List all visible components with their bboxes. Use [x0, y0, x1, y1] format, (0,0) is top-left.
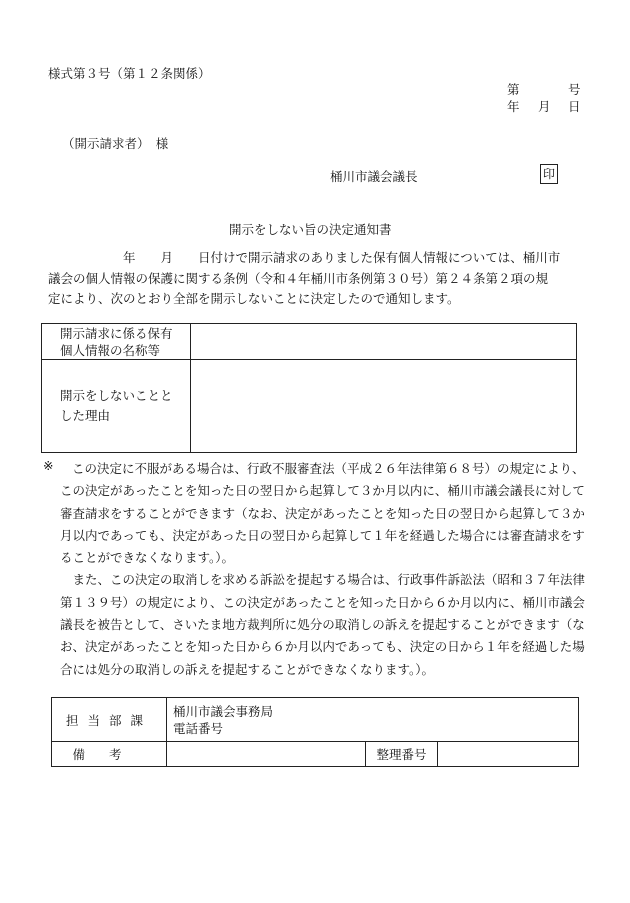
reason-label-cell: [42, 360, 191, 453]
note-line: この決定に不服がある場合は、行政不服審査法（平成２６年法律第６８号）の規定により、: [72, 461, 585, 476]
reason-label: した理由: [60, 408, 111, 423]
ref-number-value-cell: [438, 742, 579, 767]
dept-label-cell: [52, 698, 167, 742]
date-month: 月: [538, 99, 551, 114]
document-number-prefix: 第: [507, 82, 520, 97]
note-line: 合には処分の取消しの訴えを提起することができなくなります。）。: [60, 661, 435, 677]
intro-line: 定により、次のとおり全部を開示しないことに決定したので通知します。: [48, 291, 460, 306]
reason-label: 開示をしないことと: [60, 388, 173, 403]
note-line: ることができなくなります。）。: [60, 550, 235, 566]
form-number: 様式第３号（第１２条関係）: [48, 66, 211, 81]
name-label: 個人情報の名称等: [60, 342, 161, 358]
note-line: 審査請求をすることができます（なお、決定があったことを知った日の翌日から起算して３か: [60, 505, 585, 521]
reason-value-cell: [191, 360, 577, 453]
dept-name: 桶川市議会事務局: [173, 703, 274, 719]
dept-value-cell: [167, 698, 579, 742]
document-title: 開示をしない旨の決定通知書: [229, 222, 392, 237]
date-year: 年: [507, 99, 520, 114]
note-line: また、この決定の取消しを求める訴訟を提起する場合は、行政事件訴訟法（昭和３７年法律: [60, 572, 586, 588]
remarks-value-cell: [167, 742, 366, 767]
intro-line: 年 月 日付けで開示請求のありました保有個人情報については、桶川市: [98, 250, 561, 265]
name-label-cell: [42, 324, 191, 360]
note-mark: ※: [43, 458, 54, 473]
note-line: お、決定があったことを知った日から６か月以内であっても、決定の日から１年を経過した場: [60, 639, 585, 655]
sender: 桶川市議会議長: [330, 169, 418, 184]
seal-mark: 印: [540, 164, 558, 184]
note-line: 第１３９号）の規定により、この決定があったことを知った日から６か月以内に、桶川市議会: [60, 594, 585, 610]
ref-number-label-cell: [366, 742, 438, 767]
note-line: この決定があったことを知った日の翌日から起算して３か月以内に、桶川市議会議長に対して: [60, 483, 585, 499]
addressee: （開示請求者） 様: [62, 136, 169, 151]
contact-table: [51, 697, 579, 767]
name-label: 開示請求に係る保有: [60, 325, 173, 341]
dept-label: 担当部課: [65, 712, 152, 728]
remarks-label-cell: [52, 742, 167, 767]
name-value-cell: [191, 324, 577, 360]
note-line: 議長を被告として、さいたま地方裁判所に処分の取消しの訴えを提起することができます（な: [60, 617, 585, 633]
date-day: 日: [568, 99, 581, 114]
intro-paragraph: [48, 248, 560, 310]
intro-line: 議会の個人情報の保護に関する条例（令和４年桶川市条例第３０号）第２４条第２項の規: [48, 270, 549, 286]
document-number-suffix: 号: [568, 82, 581, 97]
info-table: [41, 323, 577, 453]
ref-number-label: 整理番号: [376, 747, 427, 762]
note-paragraph: [60, 458, 585, 681]
note-line: 月以内であっても、決定があった日の翌日から起算して１年を経過した場合には審査請求をす: [60, 527, 585, 543]
phone-label: 電話番号: [173, 720, 224, 736]
remarks-label: 備考: [72, 747, 146, 762]
